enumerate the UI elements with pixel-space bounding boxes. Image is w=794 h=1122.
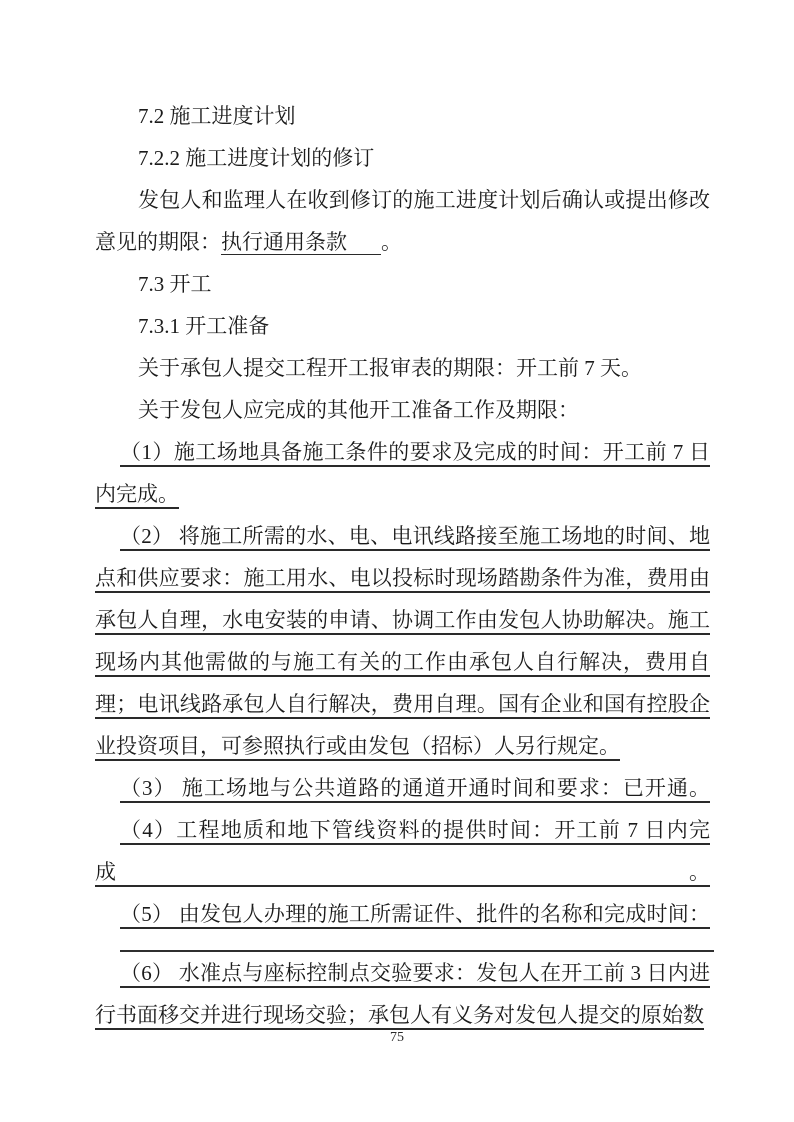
revision-period: 。 [381,230,402,254]
item-6-survey-control-points: （6） 水准点与座标控制点交验要求：发包人在开工前 3 日内进行书面移交并进行现场交验；承包人有义务对发包人提交的原始数 [95,961,710,1027]
item-2-utilities-supply: （2） 将施工所需的水、电、电讯线路接至施工场地的时间、地点和供应要求：施工用水、电以投标时现场踏勘条件为准，费用由承包人自理，水电安装的申请、协调工作由发包人协助解决。施工现场内其他需做的与施工有关的工作由承包人自行解决，费用自理；电讯线路承包人自行解决，费用自理。国有企业和国有控股企业投资项目，可参照执行或由发包（招标）人另行规定。 [95,524,710,758]
heading-7-3-1: 7.3.1 开工准备 [138,314,270,338]
item-1-site-conditions: （1）施工场地具备施工条件的要求及完成的时间：开工前 7 日内完成。 [95,440,710,506]
revision-fill-in-value: 执行通用条款 [221,230,381,255]
heading-7-2-2: 7.2.2 施工进度计划的修订 [138,146,375,170]
heading-7-3: 7.3 开工 [138,272,212,296]
page-number: 75 [390,1030,404,1045]
item-4-geology-pipeline-data: （4）工程地质和地下管线资料的提供时间：开工前 7 日内完成。 [95,818,710,884]
heading-7-2: 7.2 施工进度计划 [138,104,296,128]
para-revision-deadline [95,179,710,263]
blank-fill-line [120,935,714,952]
para-employer-other-prep: 关于发包人应完成的其他开工准备工作及期限： [138,398,579,422]
item-5-permits-approvals: （5） 由发包人办理的施工所需证件、批件的名称和完成时间： [120,902,710,926]
revision-deadline-text: 发包人和监理人在收到修订的施工进度计划后确认或提出修改意见的期限： [95,188,710,254]
para-commencement-report-deadline: 关于承包人提交工程开工报审表的期限：开工前 7 天。 [138,356,642,380]
item-3-public-road-access: （3） 施工场地与公共道路的通道开通时间和要求：已开通。 [120,776,710,800]
